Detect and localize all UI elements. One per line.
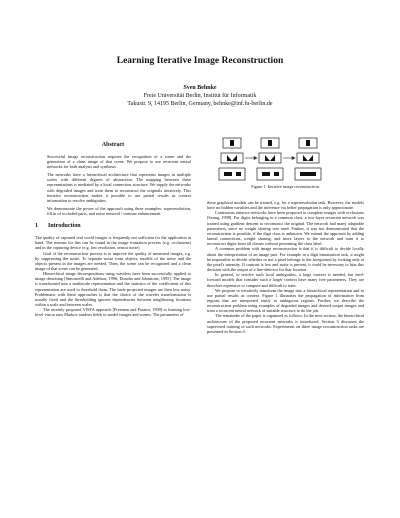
figure-arrows bbox=[245, 157, 295, 160]
section-title: Introduction bbox=[48, 222, 81, 229]
body-paragraph: Hierarchical image decompositions using wavelets have been successfully applied to image denoising [Simoncelli and Adelson, 1996; Donoho and Johnstone, 1995]. The image is transformed into a multiscale representation and the statistics of the coefficients of this representation are used to threshold them. The back-projected images are then less noisy. Problematic with these approaches is that the choice of the wavelet transformation is usually fixed and the thresholding ignores dependencies between neighboring locations within a scale and between scales. bbox=[35, 271, 191, 308]
body-paragraph: Continuous attractor networks have been proposed to complete images with occlusions [Seung, 1998]. For digits belonging to a common class, a two-layer recurrent network was trained using gradient descent to reconstruct the original. The network had many adaptable parameters, since no weight sharing was used. Further, it was not demonstrated that the reconstruction is possible, if the digit class is unknown. We extend the approach by adding lateral connections, weight sharing, and more layers to the network and train it to reconstruct digits from all classes without presenting the class label. bbox=[207, 210, 364, 247]
abstract-heading: Abstract bbox=[101, 142, 125, 148]
abstract-paragraph: We demonstrate the power of the approach using three examples: superresolution, fill in of occluded parts, and noise removal / contrast enhancement. bbox=[47, 205, 191, 216]
section-heading bbox=[35, 224, 191, 229]
section-number: 1 bbox=[35, 222, 38, 229]
right-column bbox=[207, 200, 364, 334]
figure-1-diagram bbox=[215, 136, 355, 182]
author-affiliation: Freie Universität Berlin, Institut für Informatik bbox=[143, 93, 257, 99]
body-paragraph: We propose to iteratively transform the image into a hierarchical representation and to use partial results as context. Figure 1 illustrates the propagation of information from regions that are interpreted easily to ambiguous regions. Further, we describe the reconstruction problem using examples of degraded images and desired output images and train a recurrent neural network of suitable structure to do the job. bbox=[207, 287, 364, 314]
abstract-paragraph: Successful image reconstruction requires the recognition of a scene and the generation of a clean image of that scene. We propose to use recurrent neural networks for both analysis and synthesis. bbox=[47, 154, 191, 170]
figure-caption: Figure 1: Iterative image reconstruction. bbox=[251, 184, 320, 189]
left-column bbox=[35, 143, 191, 318]
author-block bbox=[0, 84, 400, 108]
author-name: Sven Behnke bbox=[183, 85, 217, 91]
abstract bbox=[35, 143, 191, 216]
author-address: Takustr. 9, 14195 Berlin, Germany, behnke@inf.fu-berlin.de bbox=[127, 101, 273, 107]
paper-title: Learning Iterative Image Reconstruction bbox=[116, 56, 284, 66]
body-paragraph: The remainder of the paper is organized as follows: In the next section, the hierarchical architecture of the proposed recurrent networks is introduced. Section 3 discusses the supervised training of such networks. Experiments on three image reconstruction tasks are presented in Section 4. bbox=[207, 313, 364, 334]
body-paragraph: Goal of the reconstruction process is to improve the quality of measured images, e.g. by suppressing the noise. To separate noise from objects, models of the noise and the objects present in the images are needed. Then, the scene can be recognized and a clean image of that scene can be generated. bbox=[35, 250, 191, 271]
body-paragraph: these graphical models can be trained, e.g. for a superresolution task. However, the models have no hidden variables and the inference via belief propagation is only approximate. bbox=[207, 200, 364, 211]
abstract-paragraph: The networks have a hierarchical architecture that represents images in multiple scales with different degrees of abstraction. The mapping between these representations is mediated by a local connection structure. We supply the networks with degraded images and train them to reconstruct the originals iteratively. This iterative reconstruction makes it possible to use partial results as context information to resolve ambiguities. bbox=[47, 172, 191, 203]
section-body bbox=[35, 235, 191, 318]
body-paragraph: A common problem with image reconstruction is that it is difficult to decide locally about the interpretation of an image part. For example in a digit binarization task, it might be impossible to decide whether or not a pixel belongs to the foreground by looking only at the pixel's intensity. If contrast is low and noise is present, it could be necessary to bias this decision with the output of a line-detector for that location. bbox=[207, 246, 364, 273]
body-paragraph: The quality of captured real world images is frequently not sufficient for the application at hand. The reasons for this can be found in the image formation process (e.g. occlusions) and in the capturing device (e.g. low resolution, sensor noise). bbox=[35, 235, 191, 251]
body-paragraph: The recently proposed VISTA approach [Freeman and Pasztor, 1999] to learning low-level vision uses Markov random fields to model images and scenes. The parameters of bbox=[35, 307, 191, 318]
body-paragraph: In general, to resolve such local ambiguities, a large context is needed, but feed-forward models that consider such a larger context have many free parameters. They are therefore expensive to compute and difficult to train. bbox=[207, 272, 364, 288]
